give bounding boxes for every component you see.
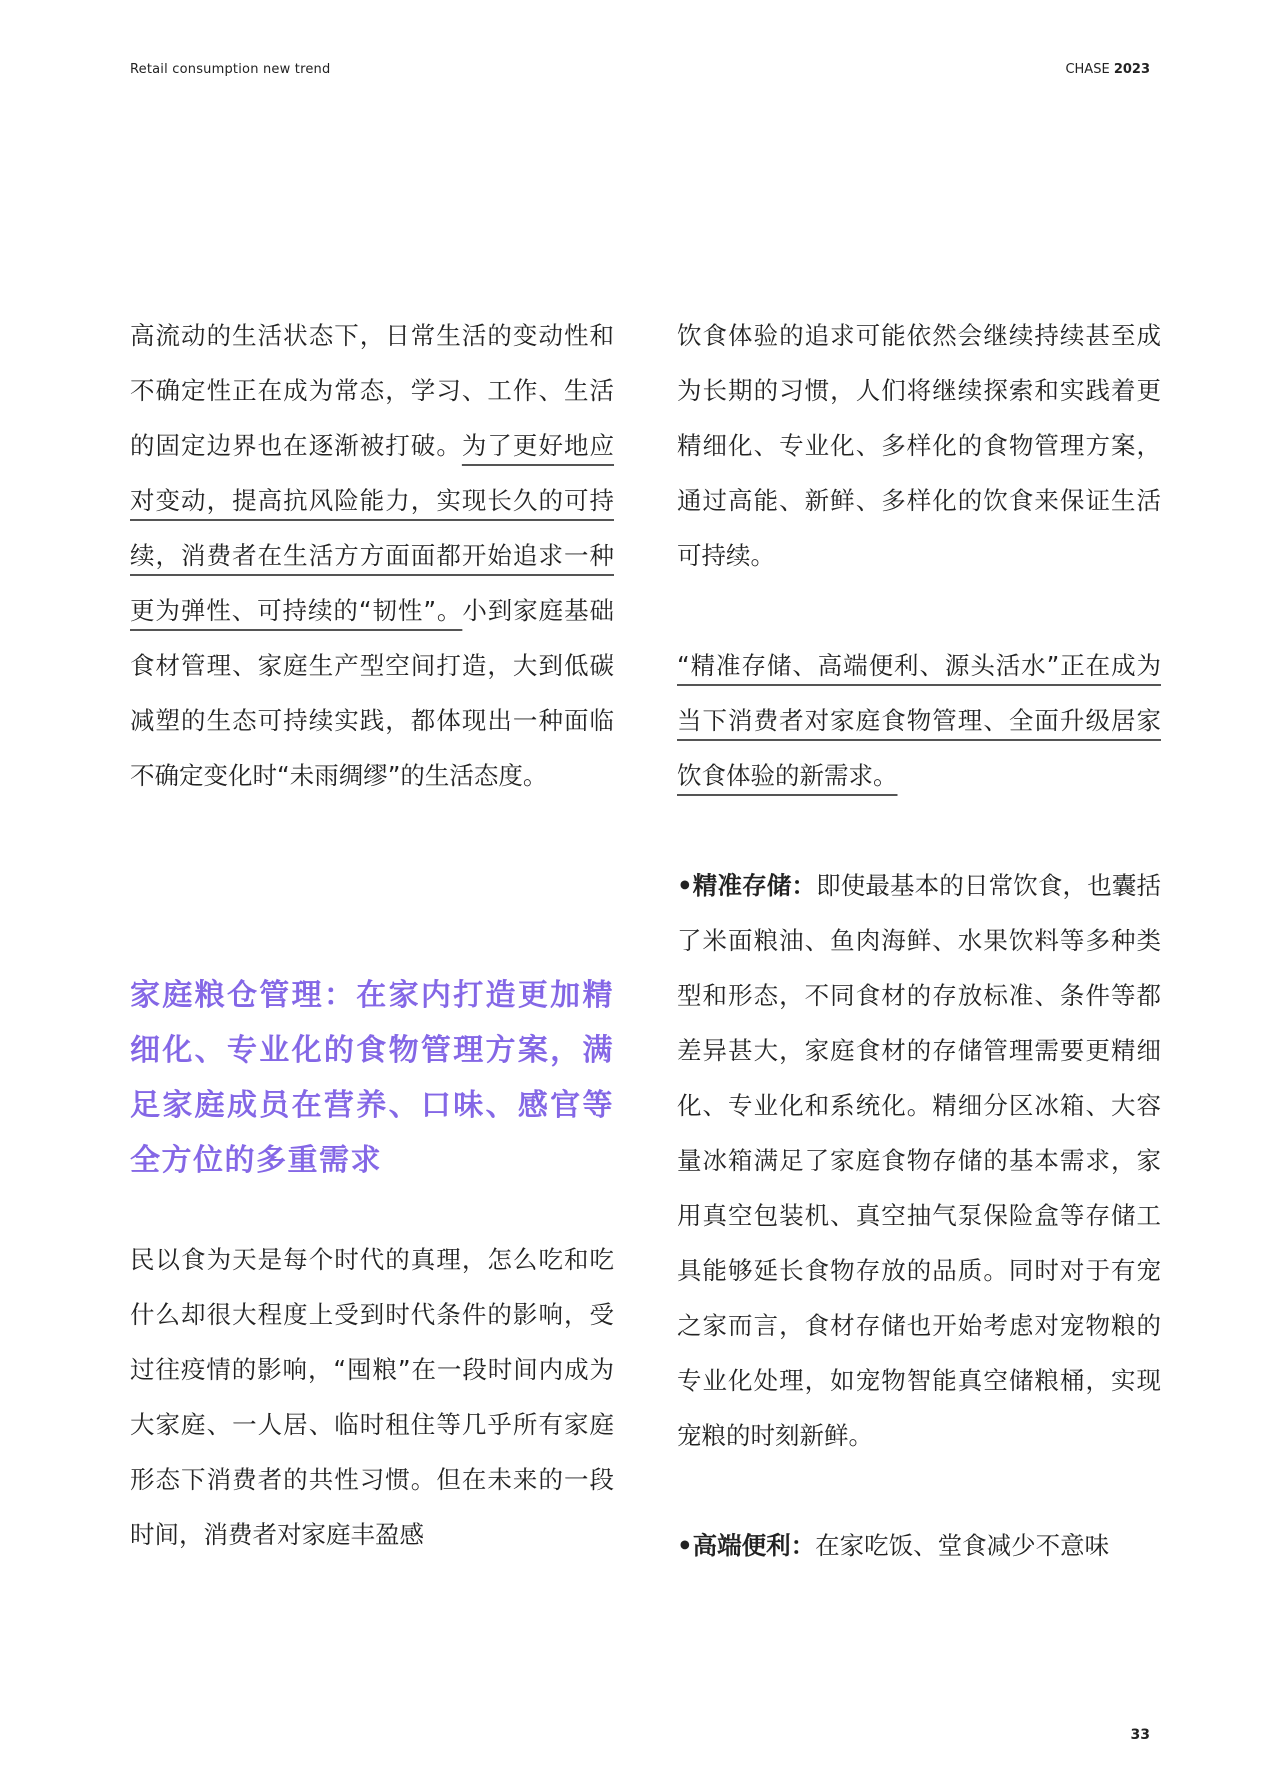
left-paragraph-2: 民以食为天是每个时代的真理，怎么吃和吃什么却很大程度上受到时代条件的影响，受过往疫情的影响，“囤粮”在一段时间内成为大家庭、一人居、临时租住等几乎所有家庭形态下消费者的共性习惯。但在未来的一段时间，消费者对家庭丰盈感 xyxy=(130,1245,614,1549)
bullet-precise-storage-text: 即使最基本的日常饮食，也囊括了米面粮油、鱼肉海鲜、水果饮料等多种类型和形态，不同食材的存放标准、条件等都差异甚大，家庭食材的存储管理需要更精细化、专业化和系统化。精细分区冰箱、大容量冰箱满足了家庭食物存储的基本需求，家用真空包装机、真空抽气泵保险盒等存储工具能够延长食物存放的品质。同时对于有宠之家而言，食材存储也开始考虑对宠物粮的专业化处理，如宠物智能真空储粮桶，实现宠粮的时刻新鲜。 xyxy=(677,871,1161,1450)
left-paragraph-1-plain: 高流动的生活状态下，日常生活的变动性和不确定性正在成为常态，学习、工作、生活的固定边界也在逐渐被打破。 xyxy=(130,321,614,460)
bullet-premium-convenience xyxy=(677,1518,1161,1573)
spacer xyxy=(130,803,614,968)
bullet-premium-convenience-label: •高端便利： xyxy=(677,1531,816,1560)
brand-name: CHASE xyxy=(1065,62,1110,77)
left-paragraph-1-underlined: 为了更好地应对变动，提高抗风险能力，实现长久的可持续，消费者在生活方方面面都开始追求一种更为弹性、可持续的“韧性”。 xyxy=(130,431,615,625)
pull-quote xyxy=(677,638,1161,803)
running-header-brand xyxy=(1065,62,1150,77)
spacer xyxy=(130,1188,614,1232)
right-column xyxy=(677,308,1161,1573)
running-header-title: Retail consumption new trend xyxy=(130,62,331,77)
bullet-premium-convenience-text: 在家吃饭、堂食减少不意味 xyxy=(815,1531,1110,1560)
brand-year: 2023 xyxy=(1113,62,1150,77)
left-paragraph-1-tail: 小到家庭基础食材管理、家庭生产型空间打造，大到低碳减塑的生态可持续实践，都体现出一种面临不确定变化时“未雨绸缪”的生活态度。 xyxy=(130,596,614,790)
bullet-precise-storage xyxy=(677,858,1161,1463)
spacer xyxy=(677,803,1161,858)
spacer xyxy=(677,1463,1161,1518)
bullet-precise-storage-label: •精准存储： xyxy=(677,871,817,900)
spacer xyxy=(677,583,1161,638)
left-paragraph-1 xyxy=(130,308,614,803)
section-heading: 家庭粮仓管理：在家内打造更加精细化、专业化的食物管理方案，满足家庭成员在营养、口味、感官等全方位的多重需求 xyxy=(130,978,614,1178)
pull-quote-text: “精准存储、高端便利、源头活水”正在成为当下消费者对家庭食物管理、全面升级居家饮食体验的新需求。 xyxy=(677,651,1161,790)
left-column xyxy=(130,308,614,1562)
right-paragraph-1: 饮食体验的追求可能依然会继续持续甚至成为长期的习惯，人们将继续探索和实践着更精细化、专业化、多样化的食物管理方案，通过高能、新鲜、多样化的饮食来保证生活可持续。 xyxy=(677,321,1161,570)
page-number: 33 xyxy=(1130,1727,1150,1743)
